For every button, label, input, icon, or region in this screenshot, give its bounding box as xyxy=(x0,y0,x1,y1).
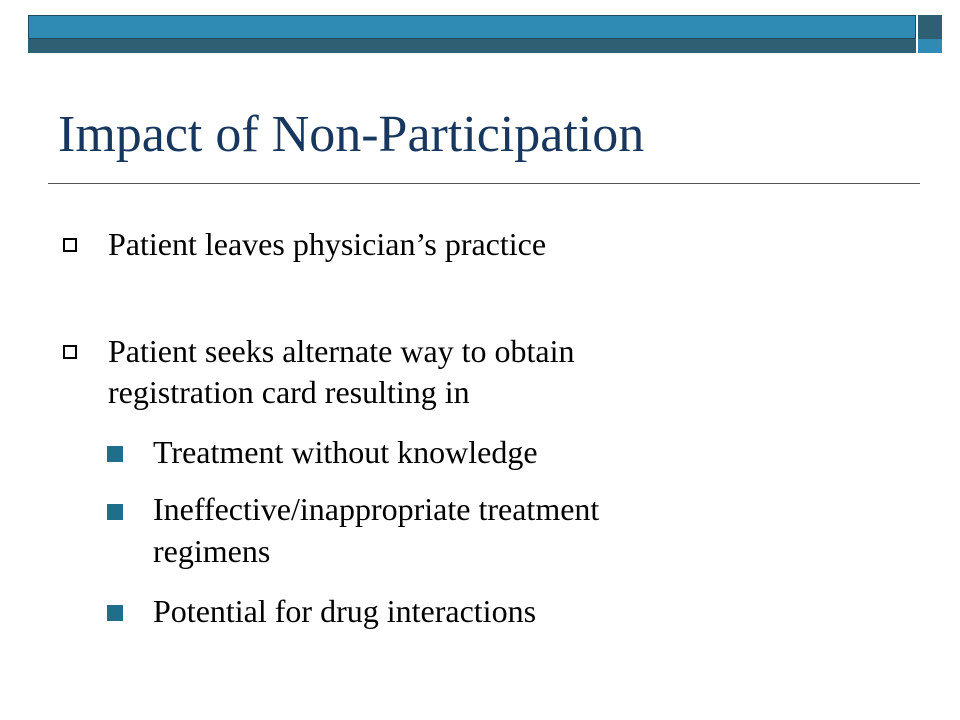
bullet-2-line-1: Patient seeks alternate way to obtain xyxy=(108,333,575,369)
bullet-2-line-2: registration card resulting in xyxy=(108,374,470,410)
hollow-square-bullet-icon xyxy=(63,345,77,359)
filled-square-bullet-icon xyxy=(107,504,123,520)
sub-bullet-2-line-1: Ineffective/inappropriate treatment xyxy=(153,491,600,527)
sub-bullet-2-line-2: regimens xyxy=(153,533,271,569)
filled-square-bullet-icon xyxy=(107,605,123,621)
bullet-1-line-1: Patient leaves physician’s practice xyxy=(108,226,547,262)
sub-bullet-3-line-1: Potential for drug interactions xyxy=(153,593,537,629)
sub-bullet-1-line-1: Treatment without knowledge xyxy=(153,434,538,470)
filled-square-bullet-icon xyxy=(107,446,123,462)
slide-title: Impact of Non-Participation xyxy=(58,106,645,163)
hollow-square-bullet-icon xyxy=(63,238,77,252)
